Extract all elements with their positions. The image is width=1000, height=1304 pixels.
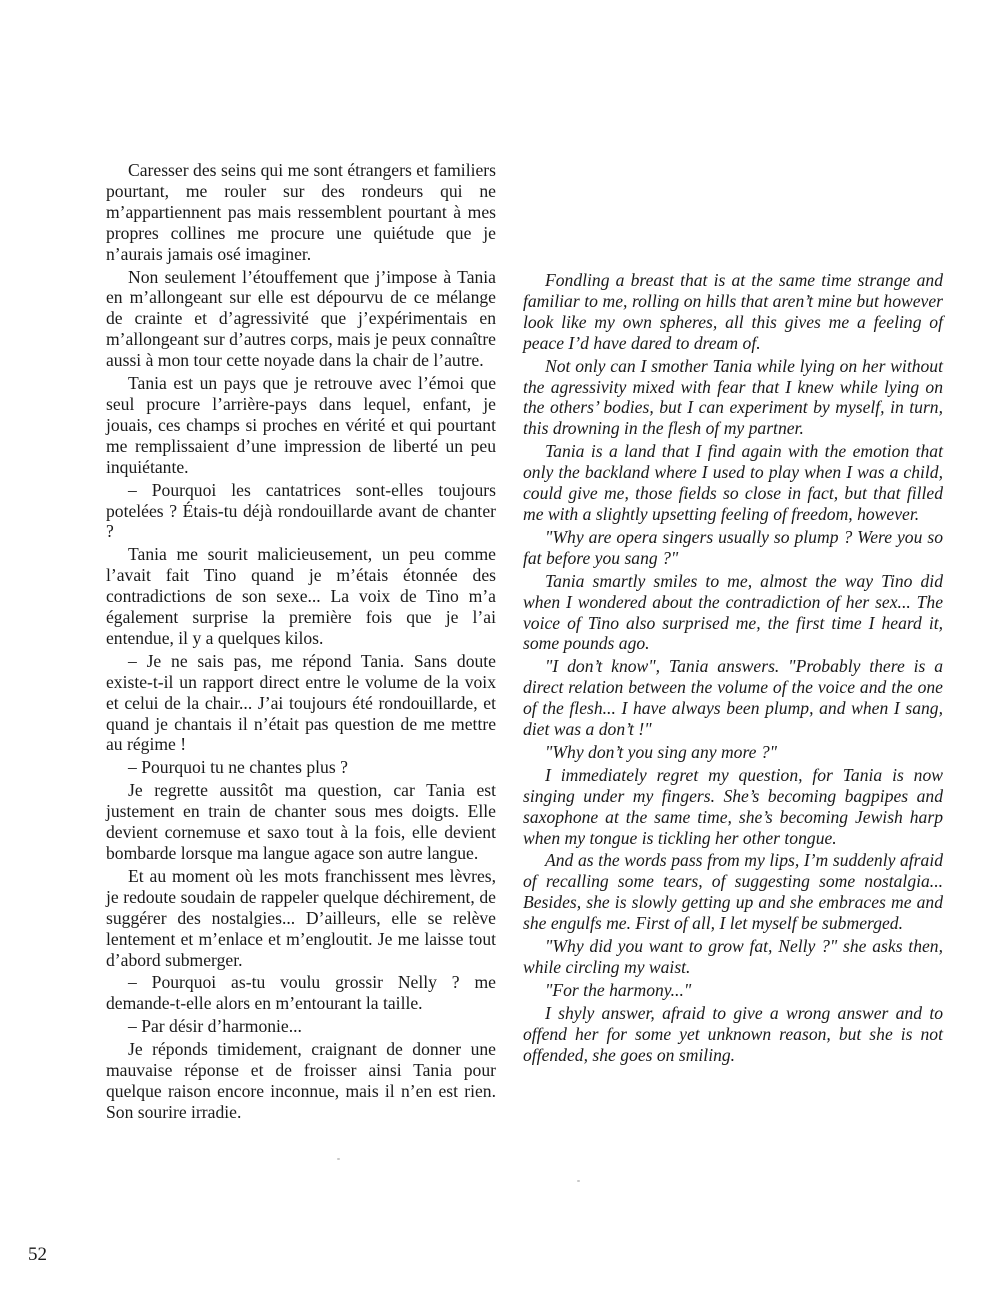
en-paragraph: Not only can I smother Tania while lying on her without the agressivity mixed with fear that I knew while lying on the others’ bodies, but I can experiment by myself, in turn, this drowning in the flesh of my partner. xyxy=(523,355,943,439)
fr-paragraph: Je regrette aussitôt ma question, car Tania est justement en train de chanter sous mes doigts. Elle devient cornemuse et saxo tout à la fois, elle devient bombarde lorsque ma langue agace son autre langue. xyxy=(106,780,496,863)
en-paragraph: I immediately regret my question, for Tania is now singing under my fingers. She’s becoming bagpipes and saxophone at the same time, she’s becoming Jewish harp when my tongue is tickling her other tongue. xyxy=(523,764,943,848)
fr-paragraph: – Par désir d’harmonie... xyxy=(128,1016,302,1037)
fr-paragraph: Tania est un pays que je retrouve avec l’émoi que seul procure l’arrière-pays dans lequel, enfant, je jouais, ces champs si proches en vérité et qui pourtant me remplissaient d’une impression de liberté un peu inquiétante. xyxy=(106,373,496,477)
en-paragraph: Fondling a breast that is at the same time strange and familiar to me, rolling on hills that aren’t mine but however look like my own spheres, all this gives me a feeling of peace I’d have dared to dream of. xyxy=(523,270,943,353)
en-paragraph: Tania smartly smiles to me, almost the way Tino did when I wondered about the contradiction of her sex... The voice of Tino also surprised me, the first time I heard it, some pounds ago. xyxy=(523,570,943,654)
en-paragraph: Tania is a land that I find again with the emotion that only the backland where I used to play when I was a child, could give me, those fields so close in fact, but that filled me with a slightly upsetting feeling of freedom, however. xyxy=(523,441,943,524)
fr-paragraph: – Je ne sais pas, me répond Tania. Sans doute existe-t-il un rapport direct entre le volume de la voix et celui de la chair... J’ai toujours été rondouillarde, et quand je chantais il n’était pas question de me mettre au régime ! xyxy=(106,650,496,755)
en-paragraph: I shyly answer, afraid to give a wrong answer and to offend her for some yet unknown reason, but she is not offended, she goes on smiling. xyxy=(523,1002,943,1065)
en-paragraph: And as the words pass from my lips, I’m suddenly afraid of recalling some tears, of suggesting some nostalgia... Besides, she is slowly getting up and she embraces me and she engulfs me. First of all, I let myself be submerged. xyxy=(523,850,943,934)
fr-paragraph: Non seulement l’étouffement que j’impose à Tania en m’allongeant sur elle est dépourvu de ce mélange de crainte et d’agressivité que j’expérimentais en m’allongeant sur d’autres corps, mais je peux connaître aussi à mon tour cette noyade dans la chair de l’autre. xyxy=(106,266,496,371)
fr-paragraph: Je réponds timidement, craignant de donner une mauvaise réponse et de froisser ainsi Tania pour quelque raison encore inconnue, mais il n’en est rien. Son sourire irradie. xyxy=(106,1039,496,1122)
paper-speck xyxy=(577,1180,580,1182)
en-paragraph: "Why don’t you sing any more ?" xyxy=(545,741,778,762)
fr-paragraph: Caresser des seins qui me sont étrangers et familiers pourtant, me rouler sur des rondeurs qui ne m’appartiennent pas mais ressemblent pourtant à mes propres collines me procure une quiétude que je n’aurais jamais osé imaginer. xyxy=(106,160,496,264)
fr-paragraph: – Pourquoi les cantatrices sont-elles toujours potelées ? Étais-tu déjà rondouillarde avant de chanter ? xyxy=(106,479,496,542)
english-column xyxy=(523,270,943,1068)
fr-paragraph: – Pourquoi as-tu voulu grossir Nelly ? me demande-t-elle alors en m’entourant la taille. xyxy=(106,972,496,1014)
en-paragraph: "I don’t know", Tania answers. "Probably there is a direct relation between the volume of the voice and the one of the flesh... I have always been plump, and when I sang, diet was a don’t !" xyxy=(523,656,943,740)
paper-speck xyxy=(337,1158,340,1160)
en-paragraph: "For the harmony..." xyxy=(545,979,692,1000)
en-paragraph: "Why are opera singers usually so plump ? Were you so fat before you sang ?" xyxy=(523,526,943,568)
french-column xyxy=(106,160,496,1125)
en-paragraph: "Why did you want to grow fat, Nelly ?" she asks then, while circling my waist. xyxy=(523,936,943,977)
fr-paragraph: – Pourquoi tu ne chantes plus ? xyxy=(128,757,348,778)
page-number: 52 xyxy=(28,1244,47,1265)
fr-paragraph: Tania me sourit malicieusement, un peu comme l’avait fait Tino quand je m’étais étonnée des contradictions de son sexe... La voix de Tino m’a également surprise la première fois que je l’ai entendue, il y a quelques kilos. xyxy=(106,544,496,648)
fr-paragraph: Et au moment où les mots franchissent mes lèvres, je redoute soudain de rappeler quelque déchirement, de suggérer des nostalgies... D’ailleurs, elle se relève lentement et m’enlace et m’engloutit. Je me laisse tout d’abord submerger. xyxy=(106,865,496,970)
